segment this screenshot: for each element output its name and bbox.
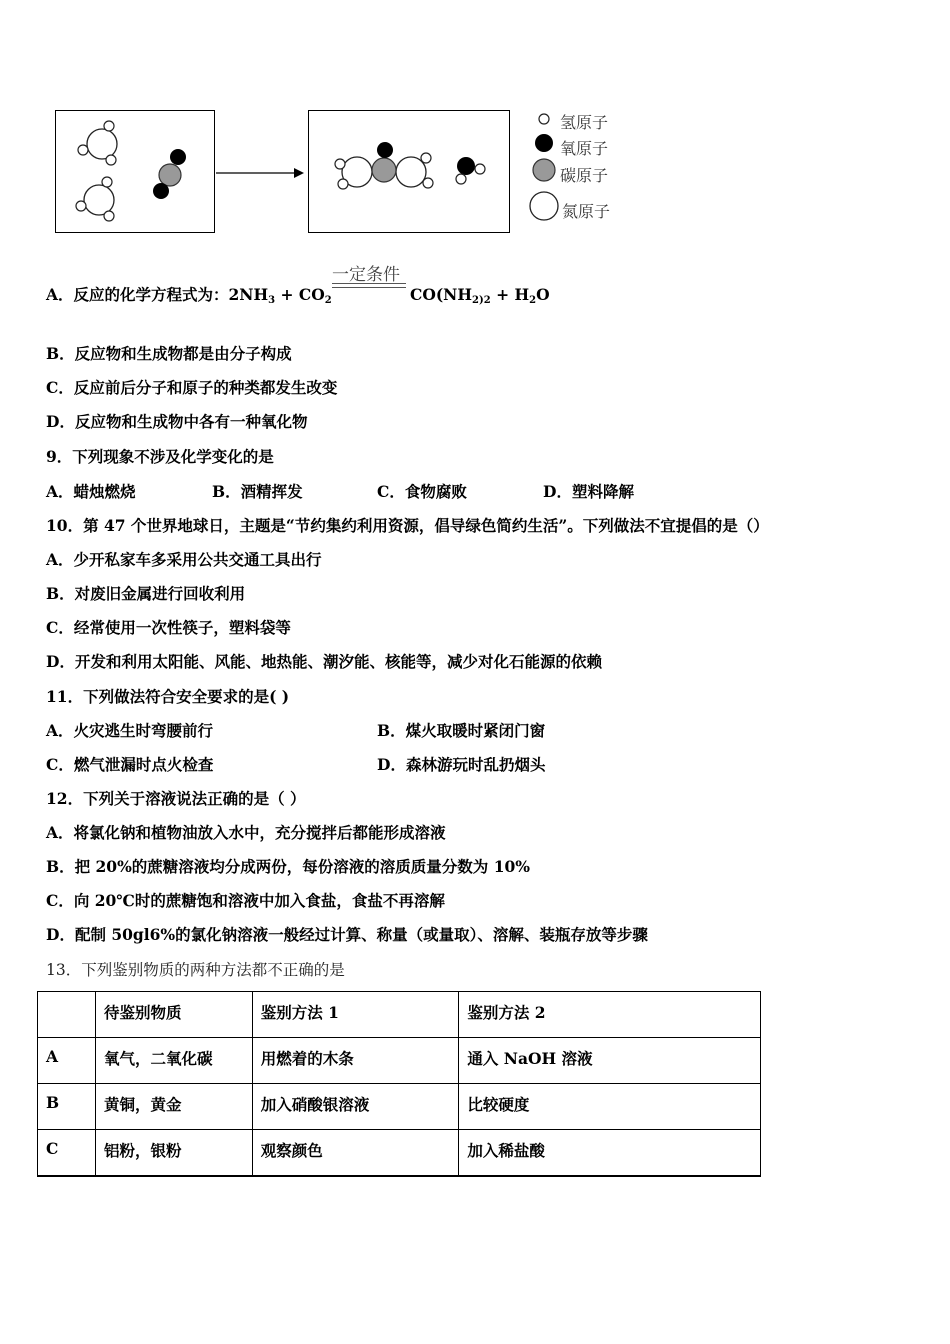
table-cell: 加入硝酸银溶液 [252,1084,459,1130]
q9-option-a: A．蜡烛燃烧 [46,482,136,501]
legend-oxygen: 氧原子 [560,139,609,158]
table-header-row [38,992,761,1038]
table-cell: 用燃着的木条 [252,1038,459,1084]
q12-option-b: B．把 20%的蔗糖溶液均分成两份，每份溶液的溶质质量分数为 10% [46,857,530,876]
q11-option-a: A．火灾逃生时弯腰前行 [46,721,214,740]
carbon-symbol [533,159,555,181]
product-molecules [309,111,509,232]
q11-option-b: B．煤火取暖时紧闭门窗 [377,721,546,740]
equation-bar-bottom [332,287,406,288]
legend-carbon: 碳原子 [560,166,609,185]
q9-option-d: D．塑料降解 [543,482,634,501]
q11-option-c: C．燃气泄漏时点火检查 [46,755,214,774]
q10-stem: 10．第 47 个世界地球日，主题是“节约集约利用资源，倡导绿色简约生活”。下列做法不宜提倡的是（） [46,516,769,535]
products-box [308,110,510,233]
table-cell: C [38,1130,96,1176]
table-cell: 铝粉，银粉 [95,1130,252,1176]
hydrogen-symbol [539,114,549,124]
ammonia-molecule-1 [78,121,117,165]
q12-option-c: C．向 20℃时的蔗糖饱和溶液中加入食盐，食盐不再溶解 [46,891,445,910]
table-cell: 黄铜，黄金 [95,1084,252,1130]
carbon-dioxide-molecule [153,149,186,199]
q9-stem: 9．下列现象不涉及化学变化的是 [46,447,274,466]
table-header-cell: 鉴别方法 2 [459,992,761,1038]
reactant-molecules [56,111,214,232]
identification-table [37,991,761,1177]
q11-stem: 11．下列做法符合安全要求的是( ) [46,687,290,706]
reaction-condition: 一定条件 [332,265,400,285]
table-cell: 观察颜色 [252,1130,459,1176]
table-header-cell: 鉴别方法 1 [252,992,459,1038]
q10-option-b: B．对废旧金属进行回收利用 [46,584,246,603]
table-cell: 氧气，二氧化碳 [95,1038,252,1084]
legend-hydrogen: 氢原子 [560,113,609,132]
table-row [38,1038,761,1084]
q10-option-c: C．经常使用一次性筷子，塑料袋等 [46,618,291,637]
table-cell: 比较硬度 [459,1084,761,1130]
q8-option-c: C．反应前后分子和原子的种类都发生改变 [46,378,338,397]
ammonia-molecule-2 [76,177,114,221]
table-cell: B [38,1084,96,1130]
q10-option-d: D．开发和利用太阳能、风能、地热能、潮汐能、核能等，减少对化石能源的依赖 [46,652,602,671]
table-cell: 加入稀盐酸 [459,1130,761,1176]
table-cell: A [38,1038,96,1084]
equation-bar-top [332,283,406,284]
table-header-cell [38,992,96,1038]
q8-option-b: B．反应物和生成物都是由分子构成 [46,344,292,363]
reactants-box [55,110,215,233]
legend-nitrogen: 氮原子 [562,202,611,221]
q13-stem: 13．下列鉴别物质的两种方法都不正确的是 [46,961,345,979]
reaction-arrow [214,166,306,180]
q10-option-a: A．少开私家车多采用公共交通工具出行 [46,550,322,569]
legend-symbols [527,108,561,223]
q8-option-a-product: $CO(NH_2)2 + H_2O$ [410,285,550,306]
q11-option-d: D．森林游玩时乱扔烟头 [377,755,546,774]
nitrogen-symbol [530,192,558,220]
oxygen-symbol [535,134,553,152]
q9-option-c: C．食物腐败 [377,482,467,501]
water-molecule [456,157,485,184]
urea-molecule [335,142,433,189]
table-header-cell: 待鉴别物质 [95,992,252,1038]
table-row [38,1084,761,1130]
q12-option-a: A．将氯化钠和植物油放入水中，充分搅拌后都能形成溶液 [46,823,446,842]
table-row [38,1130,761,1176]
q12-option-d: D．配制 50gl6%的氯化钠溶液一般经过计算、称量（或量取）、溶解、装瓶存放等步骤 [46,925,648,944]
table-cell: 通入 NaOH 溶液 [459,1038,761,1084]
q12-stem: 12．下列关于溶液说法正确的是（ ） [46,789,306,808]
q8-option-d: D．反应物和生成物中各有一种氧化物 [46,412,308,431]
q9-option-b: B．酒精挥发 [212,482,303,501]
q8-option-a: A．反应的化学方程式为：$2NH_3 + CO_2$ [46,285,332,306]
